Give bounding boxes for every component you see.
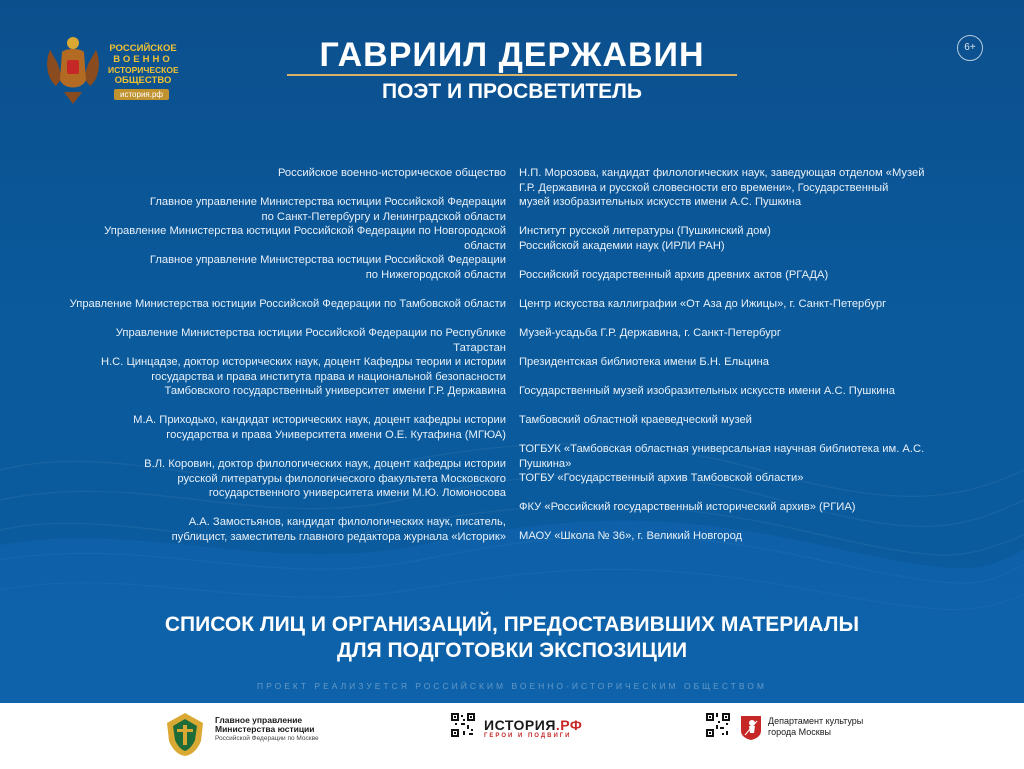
contributor-entry: Управление Министерства юстиции Российской Федерации по Тамбовской области bbox=[69, 298, 506, 310]
rvio-logo-text: РОССИЙСКОЕ ВОЕННО ИСТОРИЧЕСКОЕ ОБЩЕСТВО bbox=[108, 43, 179, 86]
contributor-entry: В.Л. Коровин, доктор филологических наук, доцент кафедры истории русской литературы филологического факультета Московского государственного университета имени М.Ю. Ломоносова bbox=[144, 458, 506, 499]
age-rating-badge: 6+ bbox=[957, 35, 983, 61]
contributor-entry: Институт русской литературы (Пушкинский дом) Российской академии наук (ИРЛИ РАН) bbox=[519, 225, 771, 252]
contributor-entry: ТОГБУК «Тамбовская областная универсальная научная библиотека им. А.С. Пушкина» bbox=[519, 443, 925, 470]
title-divider bbox=[287, 74, 737, 76]
contributor-entry: Музей-усадьба Г.Р. Державина, г. Санкт-Петербург bbox=[519, 327, 781, 339]
contributor-entry: Н.П. Морозова, кандидат филологических наук, заведующая отделом «Музей Г.Р. Державина и русской словесности его времени», Государственный музей изобразительных искусств имени А.С. Пушкина bbox=[519, 167, 925, 208]
section-heading: СПИСОК ЛИЦ И ОРГАНИЗАЦИЙ, ПРЕДОСТАВИВШИХ МАТЕРИАЛЫ ДЛЯ ПОДГОТОВКИ ЭКСПОЗИЦИИ bbox=[164, 613, 860, 662]
contributor-entry: Управление Министерства юстиции Российской Федерации по Новгородской области bbox=[104, 225, 506, 252]
page-title: ГАВРИИЛ ДЕРЖАВИН bbox=[319, 36, 705, 74]
contributor-entry: Российский государственный архив древних актов (РГАДА) bbox=[519, 269, 829, 281]
history-rf-badge: история.рф bbox=[114, 89, 169, 100]
justice-ministry-text: Главное управление Министерства юстиции Российской Федерации по Москве bbox=[215, 715, 319, 742]
contributor-entry: ТОГБУ «Государственный архив Тамбовской области» bbox=[519, 472, 804, 484]
contributor-entry: Государственный музей изобразительных искусств имени А.С. Пушкина bbox=[519, 385, 895, 397]
contributor-entry: Главное управление Министерства юстиции Российской Федерации по Нижегородской области bbox=[149, 254, 506, 281]
partner-logos-bar bbox=[0, 703, 1024, 769]
history-rf-logo: ИСТОРИЯ.РФ bbox=[484, 717, 583, 733]
project-note: ПРОЕКТ РЕАЛИЗУЕТСЯ РОССИЙСКИМ ВОЕННО-ИСТОРИЧЕСКИМ ОБЩЕСТВОМ bbox=[257, 681, 767, 691]
contributor-entry: ФКУ «Российский государственный исторический архив» (РГИА) bbox=[519, 501, 856, 513]
contributor-entry: МАОУ «Школа № 36», г. Великий Новгород bbox=[519, 530, 743, 542]
contributor-entry: Президентская библиотека имени Б.Н. Ельцина bbox=[519, 356, 769, 368]
justice-emblem-icon bbox=[163, 711, 207, 757]
moscow-culture-department-text: Департамент культуры города Москвы bbox=[768, 716, 864, 737]
history-rf-tagline: ГЕРОИ И ПОДВИГИ bbox=[484, 733, 572, 739]
contributor-entry: Центр искусства каллиграфии «От Аза до Ижицы», г. Санкт-Петербург bbox=[519, 298, 887, 310]
contributor-entry: Главное управление Министерства юстиции Российской Федерации по Санкт-Петербургу и Ленинградской области bbox=[149, 196, 506, 223]
contributor-entry: Управление Министерства юстиции Российской Федерации по Республике Татарстан bbox=[115, 327, 506, 354]
contributor-entry: М.А. Приходько, кандидат исторических наук, доцент кафедры истории государства и права Университета имени О.Е. Кутафина (МГЮА) bbox=[133, 414, 506, 441]
contributor-entry: Российское военно-историческое общество bbox=[277, 167, 506, 179]
contributor-entry: Тамбовский областной краеведческий музей bbox=[519, 414, 752, 426]
contributor-entry: А.А. Замостьянов, кандидат филологических наук, писатель, публицист, заместитель главного редактора журнала «Историк» bbox=[171, 516, 506, 543]
moscow-coat-of-arms-icon bbox=[740, 715, 762, 741]
qr-code-icon bbox=[706, 713, 730, 737]
qr-code-icon bbox=[451, 713, 475, 737]
page-subtitle: ПОЭТ И ПРОСВЕТИТЕЛЬ bbox=[381, 80, 643, 103]
contributor-entry: Н.С. Цинцадзе, доктор исторических наук, доцент Кафедры теории и истории государства и права института права и национальной безопасности Тамбовского государственный университет имени Г.Р. Державина bbox=[100, 356, 506, 397]
